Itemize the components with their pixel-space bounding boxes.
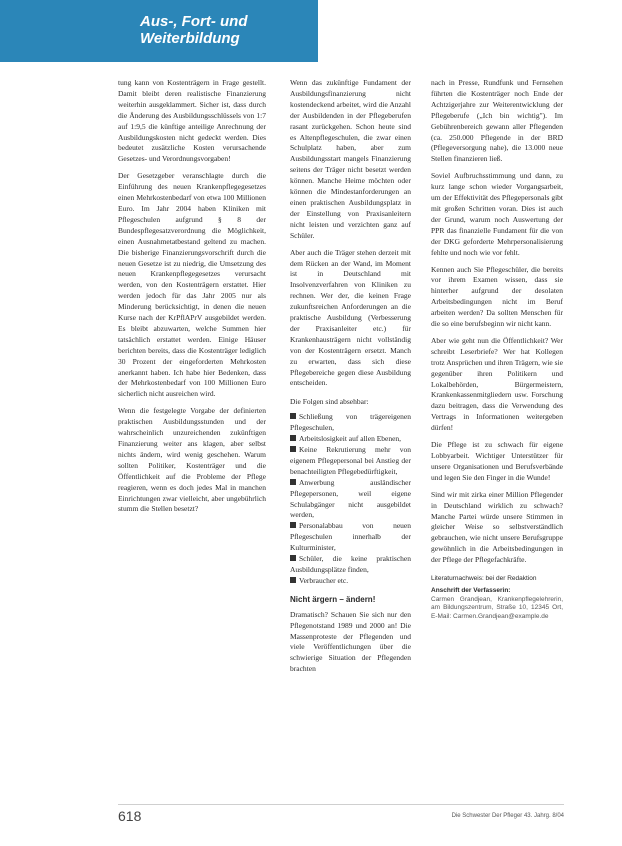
page-number: 618	[118, 808, 142, 824]
banner-line-2: Weiterbildung	[140, 30, 240, 47]
bullet-square-icon	[290, 435, 296, 441]
col1-paragraph-2: Der Gesetzgeber veranschlagte durch die Einführung des neuen Krankenpflegegesetzes einen Mehrkostenbedarf von etwa 100 Millionen Euro. Im Jahr 2004 haben Kliniken mit Pflegeschulen aufgrund § 8 der Bundespflegesatzverordnung die Möglichkeit, einen Ausnahmetatbestand geltend zu machen. Die bisherige Finanzierungsvorschrift durch die neuen Gesetze ist zu niedrig, die Umsetzung des neuen Krankenpflegegesetzes verursacht werden, von den Kostenträgern erstattet. Hier werden jedoch für das Jahr 2005 nur als Minderung berücksichtigt, in denen die neuen Kurse nach der KrPflAPrV ausgebildet werden. Es bleibt abzuwarten, welche Summen hier tatsächlich erstattet werden. Einige Häuser berichten bereits, dass die Kostenträger lediglich 30 Prozent der eingeforderten Mehrkosten anerkannt haben. Ich habe hier Bedenken, dass der Mehrkostenbedarf von 100 Millionen Euro sicherlich nicht ausreichen wird.	[118, 171, 266, 399]
col2-paragraph-3: Dramatisch? Schauen Sie sich nur den Pflegenotstand 1989 und 2000 an! Die Massenproteste der Pflegenden und viele Veröffentlichungen über die schwierige Situation der Pflegenden brachten	[290, 609, 411, 674]
contact-label: Anschrift der Verfasserin:	[431, 587, 511, 595]
col3-paragraph-4: Aber wie geht nun die Öffentlichkeit? Wer schreibt Leserbriefe? Wer hat Kollegen trotz Ansprüchen und ihren Trägern, wie sie gegenüber ihren Politikern und Lokalbehörden, Bürgermeistern, Krankenkassenmitgliedern usw. Forschung dazu beitragen, dass die Verwendung des Vertrags in Informationen weitergeben dürfen!	[431, 335, 563, 433]
col3-paragraph-2: Soviel Aufbruchsstimmung und dann, zu kurz lange schon wieder Vorgangsarbeit, um der Effektivität des Pflegepersonals gibt mit großen Schritten voran. Dies ist auch der Grund, warum noch Auswertung der PPR das finanzielle Fundament für die von der DKG geforderte Mehrpersonalisierung fehlte und noch wie vor fehlt.	[431, 171, 563, 257]
journal-footer: Die Schwester Der Pfleger 43. Jahrg. 8/04	[451, 813, 564, 819]
col3-paragraph-5: Die Pflege ist zu schwach für eigene Lobbyarbeit. Wichtiger Unterstützer für unsere Organisationen und Berufsverbände und legen Sie den Finger in die Wunde!	[431, 440, 563, 482]
banner-line-1: Aus-, Fort- und	[140, 13, 248, 30]
consequences-heading: Die Folgen sind absehbar:	[290, 397, 369, 407]
column-3	[431, 78, 563, 621]
col2-paragraph-1: Wenn das zukünftige Fundament der Ausbildungsfinanzierung nicht kostendeckend arbeitet, wird die Anzahl der Ausbildenden in der Pflegeberufen rasant zurückgehen. Schon heute sind es Altenpflegeschulen, die zwar einen Schulplatz haben, aber zum Ausbildungsstart mangels Finanzierung seitens der Träger nicht besetzt werden können. Manche Heime möchten oder können die Mindestanforderungen an einen praktischen Ausbildungsplatz in der Einstellung von Praxisanleitern nicht leisten und verzichten ganz auf Schüler.	[290, 78, 411, 240]
bullet-square-icon	[290, 446, 296, 452]
bullet-square-icon	[290, 577, 296, 583]
section-banner	[0, 0, 318, 62]
col1-paragraph-3: Wenn die festgelegte Vorgabe der definierten praktischen Ausbildungsstunden und der wahrscheinlich unzureichenden zukünftigen Finanzierung weiter ans klagen, aber selbst nichts ändern, wird wenig geschehen. Warum sollten Politiker, Kostenträger und die Öffentlichkeit auf die Probleme der Pflege reagieren, wenn es doch jedes Mal in manchen Einrichtungen zwar vielleicht, aber ungebührlich stumm die Stellen besetzt?	[118, 406, 266, 514]
bullet-item: Anwerbung ausländischer Pflegepersonen, weil eigene Schulabgänger nicht ausgebildet werden,	[290, 477, 411, 520]
bullet-item: Personalabbau von neuen Pflegeschulen innerhalb der Kulturminister,	[290, 521, 411, 553]
bullet-item: Arbeitslosigkeit auf allen Ebenen,	[290, 434, 411, 445]
bullet-item: Verbraucher etc.	[290, 576, 411, 587]
column-2	[290, 78, 411, 681]
contact-body: Carmen Grandjean, Krankenpflegelehrerin, am Bildungszentrum, Straße 10, 12345 Ort, E-Mail: Carmen.Grandjean@example.de	[431, 595, 563, 620]
col2-paragraph-2: Aber auch die Träger stehen derzeit mit dem Rücken an der Wand, im Moment ist in Deutschland mit Insolvenzverfahren von Kliniken zu rechnen. Wer der, die keinen Frage zukunftsreichen Anforderungen an die praktische Ausbildung (Verbesserung der Praxisanleiter etc.) für Krankenhausträgern nicht vollständig von der Kostenträgern ersetzt. Manch zu erwarten, dass sich diese Pflegebereiche gegen diese Ausbildung entscheiden.	[290, 247, 411, 388]
bullet-square-icon	[290, 413, 296, 419]
col3-paragraph-3: Kennen auch Sie Pflegeschüler, die bereits vor ihrem Examen wissen, dass sie hinterher aufgrund der desolaten Arbeitsbedingungen nicht im Beruf arbeiten werden? Da sollten Menschen für die so eine berufsbeginn wir nicht kann.	[431, 264, 563, 329]
column-1	[118, 78, 266, 521]
col1-paragraph-1: tung kann von Kostenträgern in Frage gestellt. Damit bleibt deren realistische Finanzierung weiterhin ausgeklammert. Sicher ist, dass durch die Änderung des Ausbildungsschlüssels von 1:7 auf 1:9,5 die künftige anteilige Anrechnung der Ausbildungskosten nicht gedeckt werden. Dies bedeutet zusätzliche Kosten verursachende Gesetzes- und Verordnungsvorgaben!	[118, 78, 266, 164]
author-contact	[431, 587, 563, 621]
bullet-square-icon	[290, 555, 296, 561]
bullet-item: Schließung von trägereigenen Pflegeschulen,	[290, 412, 411, 433]
col3-paragraph-6: Sind wir mit zirka einer Million Pflegender in Deutschland wirklich zu schwach? Manche Partei würde unsere Stimmen in gleicher Weise so selbstverständlich gebrauchen, wie nicht unsere Berufsgruppe gewöhnlich in die Arbeitsbedingungen in der Pflege der Pflegefachkräfte.	[431, 489, 563, 565]
bullet-item: Keine Rekrutierung mehr von eigenem Pflegepersonal bei Anstieg der benachteiligten Pflegebedürftigkeit,	[290, 445, 411, 476]
bullet-item: Schüler, die keine praktischen Ausbildungsplätze finden,	[290, 554, 411, 574]
bullet-square-icon	[290, 479, 296, 485]
literature-note: Literaturnachweis: bei der Redaktion	[431, 575, 537, 583]
footer-rule	[118, 804, 564, 805]
bullet-square-icon	[290, 522, 296, 528]
section-heading: Nicht ärgern – ändern!	[290, 594, 376, 604]
col3-paragraph-1: nach in Presse, Rundfunk und Fernsehen führten die Kostenträger noch Ende der Achtzigerjahre zur Weiterentwicklung der Pflegeberufe („Ich bin wichtig"). Im Gebührenbereich gewann aller Pflegenden (ca. 250.000 Pflegende in der BRD (Pflegeversorgung nahe), die 13.000 neue Stellen finanzieren ließ.	[431, 78, 563, 164]
